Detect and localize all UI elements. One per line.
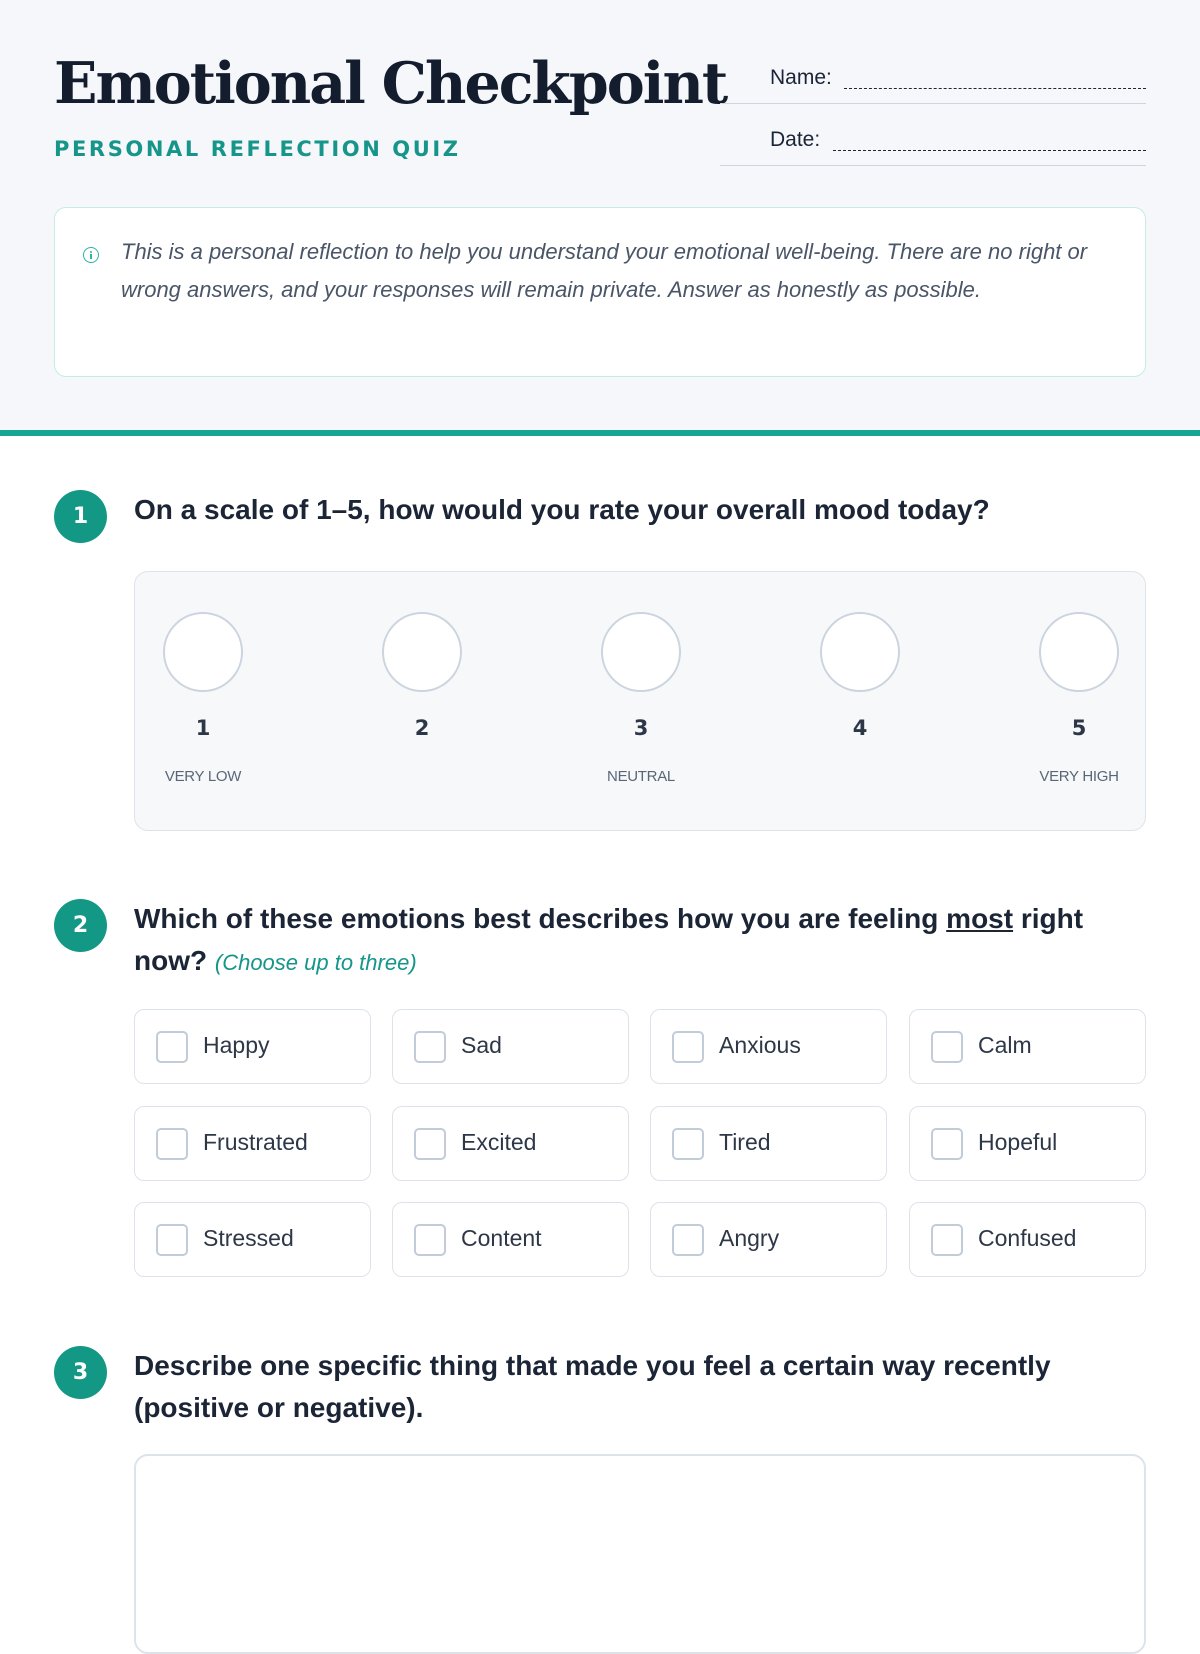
emotion-option-angry[interactable]	[650, 1202, 887, 1277]
option-label: Anxious	[719, 1032, 801, 1058]
checkbox[interactable]	[672, 1031, 704, 1063]
scale-value: 2	[414, 716, 430, 740]
option-label: Tired	[719, 1129, 771, 1155]
scale-radio[interactable]	[820, 612, 900, 692]
scale-option-5[interactable]	[1019, 612, 1139, 812]
option-label: Happy	[203, 1032, 270, 1058]
question-number-badge: 2	[54, 899, 107, 952]
question-2-text	[134, 898, 1146, 984]
scale-radio[interactable]	[1039, 612, 1119, 692]
emotion-option-content[interactable]	[392, 1202, 629, 1277]
scale-option-1[interactable]	[143, 612, 263, 812]
privacy-notice	[54, 207, 1146, 377]
name-blank-line	[844, 88, 1146, 89]
scale-value: 1	[195, 716, 211, 740]
name-field[interactable]	[720, 58, 1146, 104]
emotion-option-tired[interactable]	[650, 1106, 887, 1181]
question-number-badge: 3	[54, 1346, 107, 1399]
checkbox[interactable]	[414, 1224, 446, 1256]
checkbox[interactable]	[156, 1224, 188, 1256]
scale-radio[interactable]	[163, 612, 243, 692]
checkbox[interactable]	[156, 1031, 188, 1063]
name-label: Name:	[770, 66, 832, 89]
date-field[interactable]	[720, 120, 1146, 166]
answer-textarea[interactable]	[134, 1454, 1146, 1654]
header-divider	[0, 430, 1200, 436]
date-blank-line	[833, 150, 1146, 151]
option-label: Content	[461, 1225, 542, 1251]
option-label: Sad	[461, 1032, 502, 1058]
emotion-option-hopeful[interactable]	[909, 1106, 1146, 1181]
scale-value: 5	[1071, 716, 1087, 740]
question-1-text: On a scale of 1–5, how would you rate your overall mood today?	[134, 494, 990, 525]
option-label: Excited	[461, 1129, 537, 1155]
emotion-option-happy[interactable]	[134, 1009, 371, 1084]
question-text-part: Which of these emotions best describes how you are feeling	[134, 903, 947, 934]
emotion-option-sad[interactable]	[392, 1009, 629, 1084]
emotion-option-frustrated[interactable]	[134, 1106, 371, 1181]
notice-text: This is a personal reflection to help you understand your emotional well-being. There are no right or wrong answers, and your responses will remain private. Answer as honestly as possible.	[121, 239, 1088, 302]
checkbox[interactable]	[931, 1224, 963, 1256]
checkbox[interactable]	[414, 1031, 446, 1063]
option-label: Frustrated	[203, 1129, 308, 1155]
page-title: Emotional Checkpoint	[54, 50, 727, 117]
checkbox[interactable]	[931, 1128, 963, 1160]
scale-radio[interactable]	[382, 612, 462, 692]
emotion-option-confused[interactable]	[909, 1202, 1146, 1277]
question-text-part: right now?	[134, 903, 1084, 976]
emotion-option-stressed[interactable]	[134, 1202, 371, 1277]
option-label: Stressed	[203, 1225, 294, 1251]
question-3-text: Describe one specific thing that made you feel a certain way recently (positive or negative).	[134, 1350, 1051, 1423]
page-subtitle: PERSONAL REFLECTION QUIZ	[54, 137, 461, 161]
option-label: Calm	[978, 1032, 1032, 1058]
checkbox[interactable]	[672, 1128, 704, 1160]
date-label: Date:	[770, 128, 821, 151]
checkbox[interactable]	[156, 1128, 188, 1160]
scale-label: NEUTRAL	[607, 768, 675, 785]
question-emphasis: most	[946, 903, 1014, 934]
question-number-badge: 1	[54, 490, 107, 543]
question-hint: (Choose up to three)	[214, 950, 417, 975]
scale-label: VERY LOW	[164, 768, 242, 785]
scale-label: VERY HIGH	[1039, 768, 1119, 785]
emotion-option-calm[interactable]	[909, 1009, 1146, 1084]
scale-radio[interactable]	[601, 612, 681, 692]
info-icon	[83, 247, 99, 263]
checkbox[interactable]	[931, 1031, 963, 1063]
scale-value: 4	[852, 716, 868, 740]
emotion-option-anxious[interactable]	[650, 1009, 887, 1084]
option-label: Confused	[978, 1225, 1077, 1251]
emotion-option-excited[interactable]	[392, 1106, 629, 1181]
scale-option-3[interactable]	[581, 612, 701, 812]
scale-option-2[interactable]	[362, 612, 482, 812]
checkbox[interactable]	[672, 1224, 704, 1256]
option-label: Hopeful	[978, 1129, 1058, 1155]
scale-option-4[interactable]	[800, 612, 920, 812]
mood-scale	[134, 571, 1146, 831]
checkbox[interactable]	[414, 1128, 446, 1160]
scale-value: 3	[633, 716, 649, 740]
option-label: Angry	[719, 1225, 780, 1251]
